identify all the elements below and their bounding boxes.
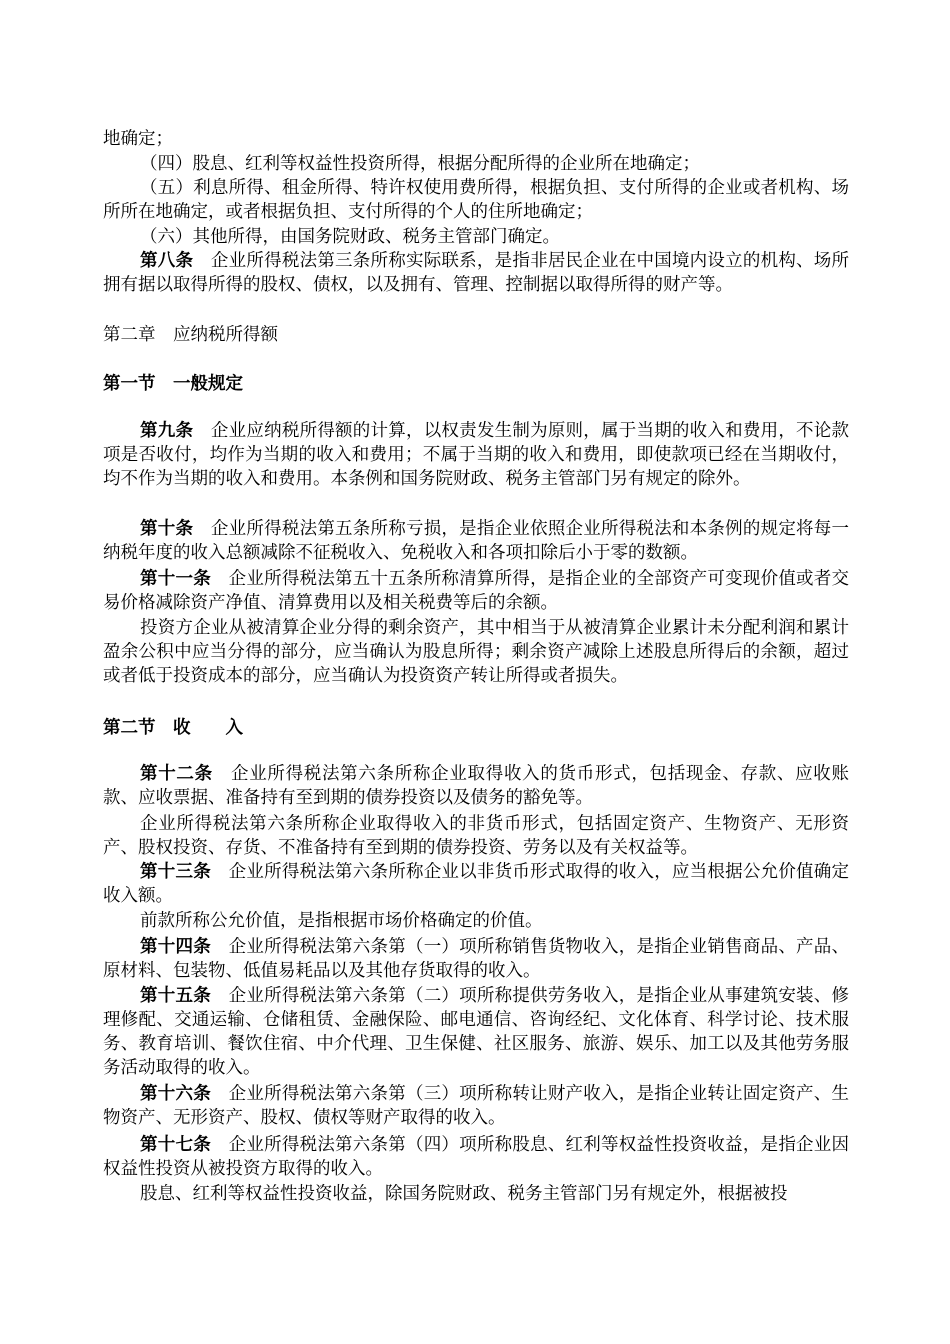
article-number: 第十四条	[140, 937, 211, 957]
article-number: 第十五条	[140, 986, 211, 1006]
article-paragraph: 第十二条 企业所得税法第六条所称企业取得收入的货币形式，包括现金、存款、应收账款、应收票据、准备持有至到期的债券投资以及债务的豁免等。	[103, 764, 850, 808]
article-number: 第十三条	[140, 862, 211, 882]
article-paragraph: 第九条 企业应纳税所得额的计算，以权责发生制为原则，属于当期的收入和费用，不论款项是否收付，均作为当期的收入和费用；不属于当期的收入和费用，即使款项已经在当期收付，均不作为当期的收入和费用。本条例和国务院财政、税务主管部门另有规定的除外。	[103, 421, 850, 489]
section-heading: 第二节 收 入	[103, 718, 243, 738]
article-paragraph: 第十四条 企业所得税法第六条第（一）项所称销售货物收入，是指企业销售商品、产品、原材料、包装物、低值易耗品以及其他存货取得的收入。	[103, 937, 850, 981]
paragraph: （六）其他所得，由国务院财政、税务主管部门确定。	[140, 227, 560, 247]
paragraph: 投资方企业从被清算企业分得的剩余资产，其中相当于从被清算企业累计未分配利润和累计盈余公积中应当分得的部分，应当确认为股息所得；剩余资产减除上述股息所得后的余额，超过或者低于投资成本的部分，应当确认为投资资产转让所得或者损失。	[103, 618, 849, 686]
paragraph: （四）股息、红利等权益性投资所得，根据分配所得的企业所在地确定；	[140, 154, 700, 174]
article-paragraph: 第八条 企业所得税法第三条所称实际联系，是指非居民企业在中国境内设立的机构、场所拥有据以取得所得的股权、债权，以及拥有、管理、控制据以取得所得的财产等。	[103, 251, 850, 295]
paragraph: 企业所得税法第六条所称企业取得收入的非货币形式，包括固定资产、生物资产、无形资产、股权投资、存货、不准备持有至到期的债券投资、劳务以及有关权益等。	[103, 814, 849, 858]
article-number: 第十六条	[140, 1084, 211, 1104]
article-number: 第十条	[140, 519, 194, 539]
article-number: 第九条	[140, 421, 194, 441]
article-number: 第十二条	[140, 764, 213, 784]
paragraph: 前款所称公允价值，是指根据市场价格确定的价值。	[140, 911, 543, 931]
article-paragraph: 第十五条 企业所得税法第六条第（二）项所称提供劳务收入，是指企业从事建筑安装、修理修配、交通运输、仓储租赁、金融保险、邮电通信、咨询经纪、文化体育、科学讨论、技术服务、教育培训、餐饮住宿、中介代理、卫生保健、社区服务、旅游、娱乐、加工以及其他劳务服务活动取得的收入。	[103, 986, 850, 1078]
chapter-heading: 第二章 应纳税所得额	[103, 325, 278, 345]
paragraph: （五）利息所得、租金所得、特许权使用费所得，根据负担、支付所得的企业或者机构、场所所在地确定，或者根据负担、支付所得的个人的住所地确定；	[103, 178, 849, 222]
paragraph: 股息、红利等权益性投资收益，除国务院财政、税务主管部门另有规定外，根据被投	[140, 1184, 788, 1204]
article-paragraph: 第十七条 企业所得税法第六条第（四）项所称股息、红利等权益性投资收益，是指企业因权益性投资从被投资方取得的收入。	[103, 1135, 850, 1179]
article-paragraph: 第十六条 企业所得税法第六条第（三）项所称转让财产收入，是指企业转让固定资产、生物资产、无形资产、股权、债权等财产取得的收入。	[103, 1084, 850, 1128]
section-heading: 第一节 一般规定	[103, 374, 243, 394]
article-number: 第十七条	[140, 1135, 211, 1155]
article-paragraph: 第十一条 企业所得税法第五十五条所称清算所得，是指企业的全部资产可变现价值或者交易价格减除资产净值、清算费用以及相关税费等后的余额。	[103, 569, 850, 613]
article-paragraph: 第十三条 企业所得税法第六条所称企业以非货币形式取得的收入，应当根据公允价值确定收入额。	[103, 862, 850, 906]
article-paragraph: 第十条 企业所得税法第五条所称亏损，是指企业依照企业所得税法和本条例的规定将每一纳税年度的收入总额减除不征税收入、免税收入和各项扣除后小于零的数额。	[103, 519, 850, 563]
paragraph: 地确定；	[103, 129, 173, 149]
article-number: 第十一条	[140, 569, 211, 589]
article-number: 第八条	[140, 251, 194, 271]
